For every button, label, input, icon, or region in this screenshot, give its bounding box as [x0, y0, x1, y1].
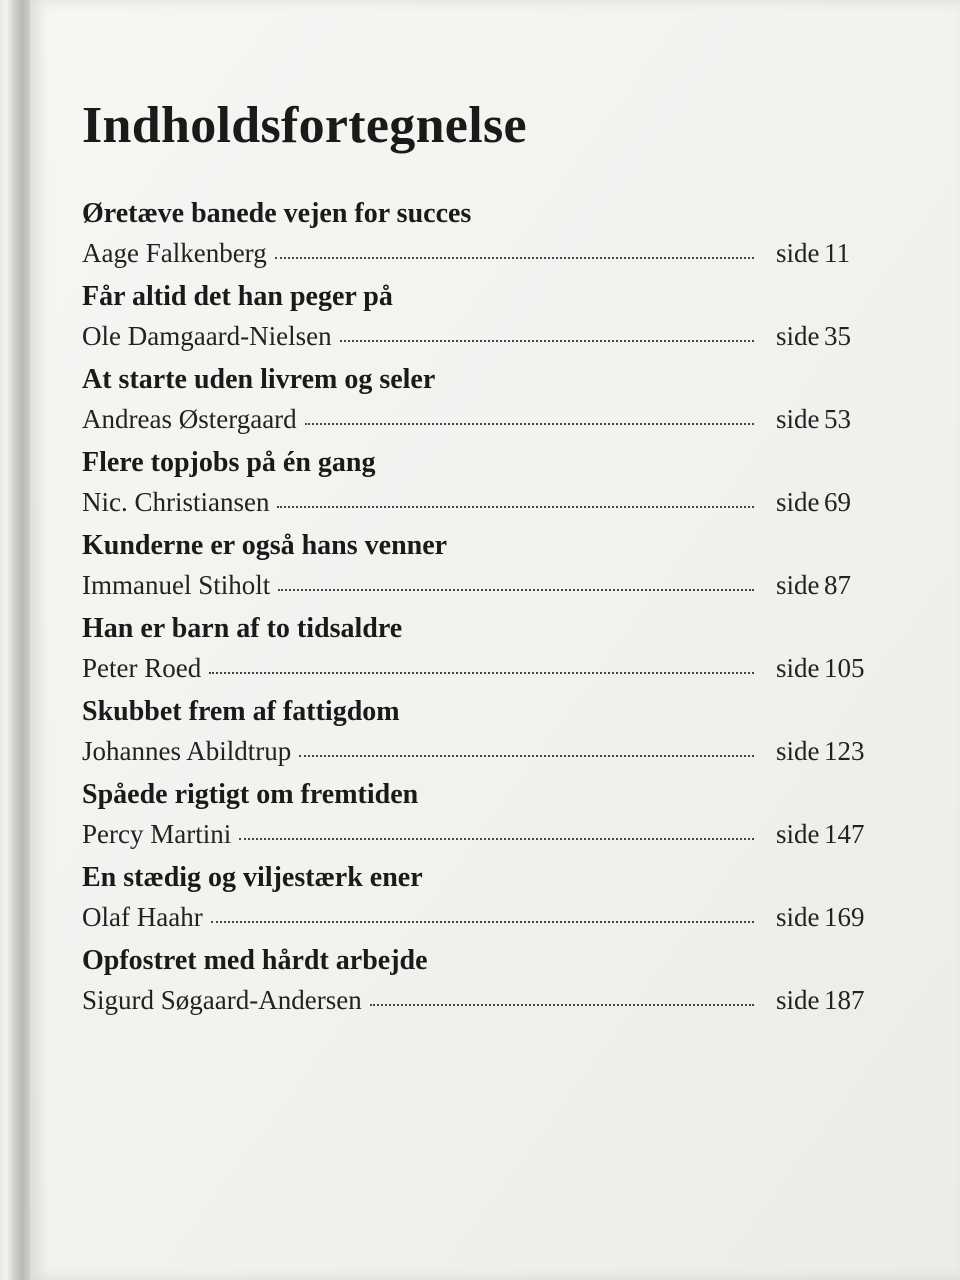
page-number: 123 [824, 736, 865, 766]
chapter-author: Johannes Abildtrup [82, 736, 292, 766]
side-label: side [776, 653, 820, 683]
chapter-author: Ole Damgaard-Nielsen [82, 321, 332, 351]
side-label: side [776, 404, 820, 434]
side-label: side [776, 736, 820, 766]
side-label: side [776, 570, 820, 600]
side-label: side [776, 487, 820, 517]
page-number: 87 [824, 570, 851, 600]
chapter-title: Han er barn af to tidsaldre [82, 613, 403, 644]
chapter-line [82, 321, 878, 355]
chapter-line [82, 487, 878, 521]
page-number: 187 [824, 985, 865, 1015]
chapter-author: Olaf Haahr [82, 902, 203, 932]
chapter-line [82, 653, 878, 687]
page-reference [776, 238, 878, 269]
chapter-author: Andreas Østergaard [82, 404, 297, 434]
chapter-title: Flere topjobs på én gang [82, 447, 376, 478]
dot-leader [211, 920, 754, 923]
chapter-title: Får altid det han peger på [82, 281, 393, 312]
chapter-author: Peter Roed [82, 653, 202, 683]
dot-leader [239, 837, 754, 840]
chapter-line [82, 819, 878, 853]
chapter-title: Spåede rigtigt om fremtiden [82, 779, 419, 810]
dot-leader [299, 754, 754, 757]
dot-leader [370, 1003, 754, 1006]
chapter-author: Nic. Christiansen [82, 487, 270, 517]
dot-leader [278, 588, 754, 591]
toc-entry [82, 860, 878, 943]
page-number: 69 [824, 487, 851, 517]
dot-leader [275, 256, 754, 259]
page-number: 35 [824, 321, 851, 351]
page-reference [776, 902, 878, 933]
page-reference [776, 404, 878, 435]
toc-entry [82, 528, 878, 611]
side-label: side [776, 238, 820, 268]
side-label: side [776, 985, 820, 1015]
dot-leader [305, 422, 754, 425]
side-label: side [776, 321, 820, 351]
chapter-title: En stædig og viljestærk ener [82, 862, 423, 893]
side-label: side [776, 902, 820, 932]
toc-entry [82, 279, 878, 362]
toc-entry [82, 611, 878, 694]
book-page [30, 0, 960, 1280]
page-reference [776, 487, 878, 518]
side-label: side [776, 819, 820, 849]
chapter-line [82, 570, 878, 604]
toc-entry [82, 196, 878, 279]
page-reference [776, 653, 878, 684]
page-reference [776, 736, 878, 767]
chapter-author: Immanuel Stiholt [82, 570, 271, 600]
table-of-contents [82, 196, 878, 1026]
chapter-title: Opfostret med hårdt arbejde [82, 945, 428, 976]
page-title: Indholdsfortegnelse [82, 97, 527, 154]
page-number: 105 [824, 653, 865, 683]
page-number: 11 [824, 238, 850, 268]
toc-entry [82, 362, 878, 445]
chapter-line [82, 985, 878, 1019]
toc-entry [82, 777, 878, 860]
chapter-line [82, 238, 878, 272]
dot-leader [209, 671, 754, 674]
page-reference [776, 819, 878, 850]
chapter-line [82, 404, 878, 438]
chapter-line [82, 902, 878, 936]
dot-leader [340, 339, 754, 342]
dot-leader [277, 505, 754, 508]
chapter-title: Øretæve banede vejen for succes [82, 198, 472, 229]
chapter-author: Sigurd Søgaard-Andersen [82, 985, 362, 1015]
toc-entry [82, 445, 878, 528]
chapter-title: At starte uden livrem og seler [82, 364, 436, 395]
chapter-line [82, 736, 878, 770]
page-number: 53 [824, 404, 851, 434]
page-reference [776, 321, 878, 352]
chapter-title: Skubbet frem af fattigdom [82, 696, 400, 727]
toc-entry [82, 943, 878, 1026]
page-reference [776, 570, 878, 601]
page-number: 169 [824, 902, 865, 932]
chapter-author: Aage Falkenberg [82, 238, 267, 268]
chapter-author: Percy Martini [82, 819, 232, 849]
page-number: 147 [824, 819, 865, 849]
chapter-title: Kunderne er også hans venner [82, 530, 448, 561]
page-reference [776, 985, 878, 1016]
toc-entry [82, 694, 878, 777]
book-spine-edge [0, 0, 30, 1280]
